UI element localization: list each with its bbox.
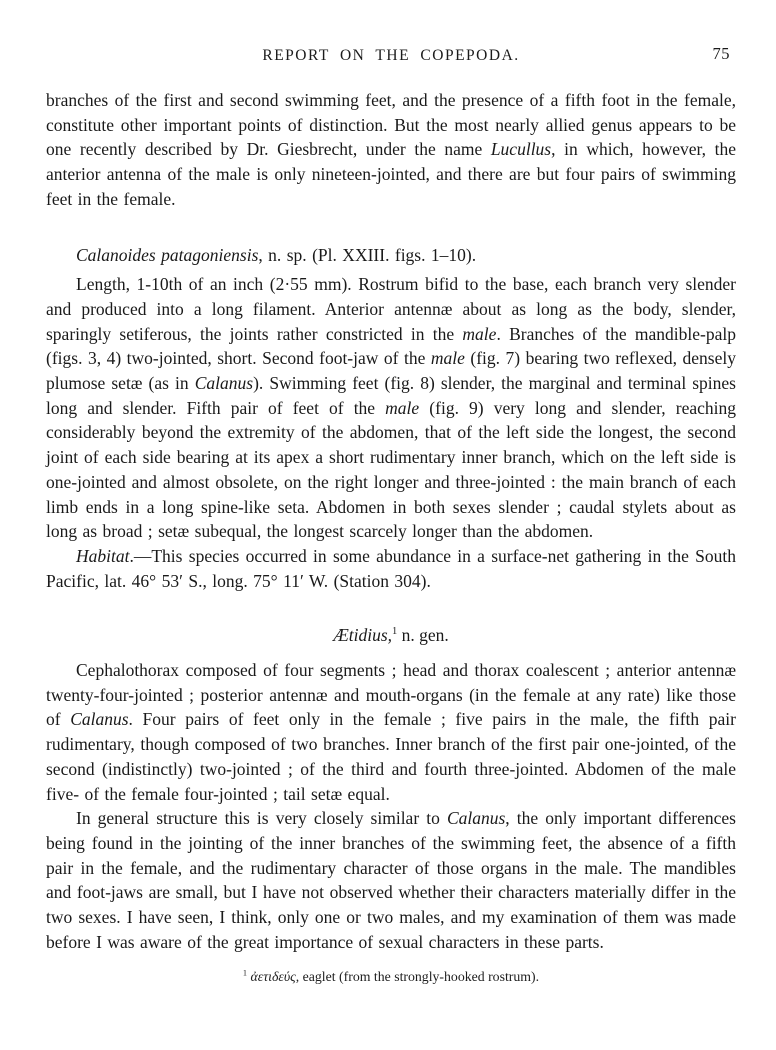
paragraph-species-description: Length, 1-10th of an inch (2·55 mm). Rostrum bifid to the base, each branch very slender and produced into a long filament. Anterior antennæ about as long as the body, slender, sparingly setiferous, the joints rather constricted in the male. Branches of the mandible-palp (figs. 3, 4) two-jointed, short. Second foot-jaw of the male (fig. 7) bearing two reflexed, densely plumose setæ (as in Calanus). Swimming feet (fig. 8) slender, the marginal and terminal spines long and slender. Fifth pair of feet of the male (fig. 9) very long and slender, reaching considerably beyond the extremity of the abdomen, that of the left side the longest, the second joint of each side bearing at its apex a short rudimentary inner branch, which on the left side is one-jointed and almost obsolete, on the right longer and three-jointed : the main branch of each limb ends in a long spine-like seta. Abdomen in both sexes slender ; caudal stylets about as long as broad ; setæ subequal, the longest scarcely longer than the abdomen. bbox=[46, 274, 736, 542]
paragraph-continuation: branches of the first and second swimming feet, and the presence of a fifth foot in the female, constitute other important points of distinction. But the most nearly allied genus appears to be one recently described by Dr. Giesbrecht, under the name Lucullus, in which, however, the anterior antenna of the male is only nineteen-jointed, and there are but four pairs of swimming feet in the female. bbox=[46, 90, 736, 209]
genus-heading: Ætidius,$^1$ n. gen. bbox=[333, 625, 449, 646]
paragraph-genus-remarks: In general structure this is very closely similar to Calanus, the only important differences being found in the jointing of the inner branches of the swimming feet, the absence of a fifth pair in the female, and the rudimentary character of those organs in the male. The mandibles and foot-jaws are small, but I have not observed whether their characters materially differ in the two sexes. I have seen, I think, only one or two males, and my examination of them was made before I was aware of the great importance of sexual characters in these parts. bbox=[46, 808, 736, 952]
footnote: $^1$ ἀετιδεύς, eaglet (from the strongly-hooked rostrum). bbox=[242, 967, 540, 984]
page-header bbox=[46, 42, 736, 66]
paragraph-genus-diagnosis: Cephalothorax composed of four segments ; head and thorax coalescent ; anterior antennæ twenty-four-jointed ; posterior antennæ and mouth-organs (in the female at any rate) like those of Calanus. Four pairs of feet only in the female ; five pairs in the male, the fifth pair rudimentary, though composed of two branches. Inner branch of the first pair one-jointed, of the second (indistinctly) two-jointed ; of the third and fourth three-jointed. Abdomen of the male five- of the female four-jointed ; tail setæ equal. bbox=[46, 660, 736, 804]
page-number: 75 bbox=[712, 44, 730, 63]
page-body bbox=[46, 88, 736, 986]
species-heading: Calanoides patagoniensis, n. sp. (Pl. XXIII. figs. 1–10). bbox=[76, 244, 477, 265]
paragraph-habitat: Habitat.—This species occurred in some abundance in a surface-net gathering in the South Pacific, lat. 46° 53′ S., long. 75° 11′ W. (Station 304). bbox=[46, 545, 736, 591]
running-title: REPORT ON THE COPEPODA. bbox=[262, 47, 520, 64]
